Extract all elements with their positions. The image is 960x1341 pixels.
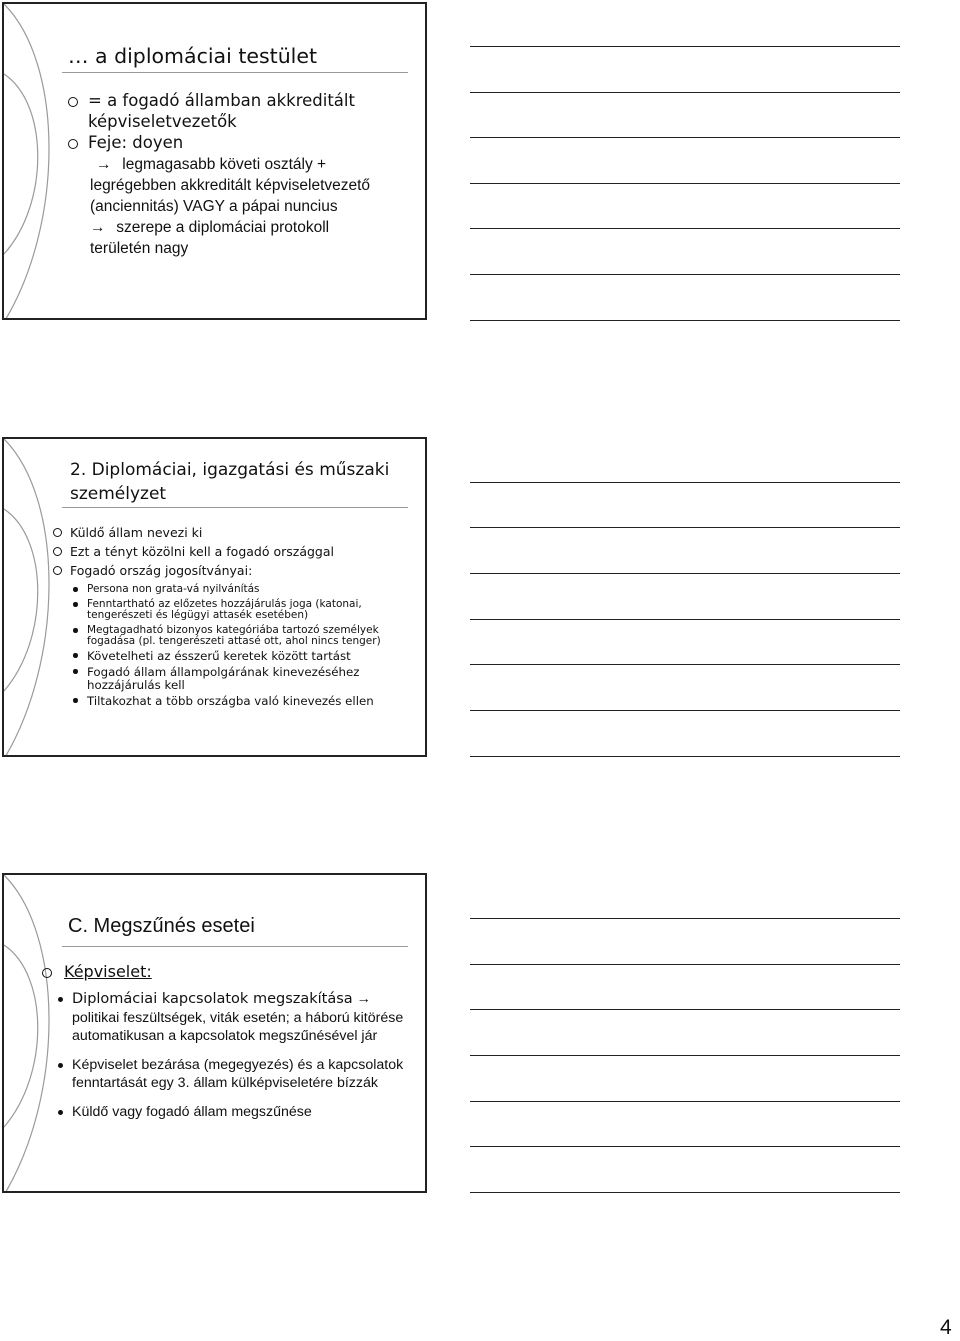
sub-bullet-text: politikai feszültségek, viták esetén; a háború kitörése automatikusan a kapcsolatok megszűnésével jár [72, 1009, 404, 1044]
dot-bullet-icon [73, 628, 78, 633]
dot-bullet-icon [73, 653, 78, 658]
sub-list-item [70, 666, 422, 692]
sub-bullet-text: Persona non grata-vá nyilvánítás [87, 583, 260, 595]
sub-bullet-text: Diplomáciai kapcsolatok megszakítása [72, 991, 353, 1007]
dot-bullet-icon [73, 669, 78, 674]
list-item [52, 523, 422, 542]
slide-title: 2. Diplomáciai, igazgatási és műszaki személyzet [70, 460, 390, 504]
circle-bullet-icon [42, 968, 52, 978]
dot-bullet-icon [73, 587, 78, 592]
sub-bullet-text: Fogadó állam állampolgárának kinevezéséhez hozzájárulás kell [87, 665, 360, 692]
title-divider [62, 946, 408, 947]
dot-bullet-icon [58, 1110, 63, 1115]
note-line [470, 573, 900, 574]
note-line [470, 228, 900, 229]
sub-bullet-text: Tiltakozhat a több országba való kinevezés ellen [87, 694, 374, 708]
sub-bullet-text: Megtagadható bizonyos kategóriába tartozó személyek fogadása (pl. tengerészeti attasé ott, ahol nincs tenger) [87, 624, 381, 647]
note-line [470, 1055, 900, 1056]
sub-list-item [70, 695, 422, 708]
note-line [470, 964, 900, 965]
note-line [470, 274, 900, 275]
list-item [40, 962, 420, 1121]
note-line [470, 1009, 900, 1010]
circle-bullet-icon [53, 528, 62, 537]
sub-list-item [70, 625, 422, 647]
dot-bullet-icon [73, 602, 78, 607]
dot-bullet-icon [58, 997, 63, 1002]
note-line [470, 527, 900, 528]
sub-bullet-text: Fenntartható az előzetes hozzájárulás joga (katonai, tengerészeti és légügyi attasék esetében) [87, 598, 362, 621]
bullet-list [40, 962, 420, 1131]
sub-line: legmagasabb követi osztály + [118, 156, 327, 173]
page-number: 4 [940, 1316, 952, 1339]
list-item [66, 132, 416, 153]
note-line [470, 137, 900, 138]
list-item [52, 542, 422, 561]
arrow-right-icon: → [96, 156, 112, 173]
sub-list-item [54, 990, 420, 1046]
sub-line: szerepe a diplomáciai protokoll [112, 219, 330, 236]
note-line [470, 46, 900, 47]
slide-1 [2, 2, 427, 320]
bullet-text: Fogadó ország jogosítványai: [70, 563, 253, 578]
note-line [470, 619, 900, 620]
circle-bullet-icon [53, 566, 62, 575]
bullet-text: Feje: doyen [88, 133, 184, 152]
list-item [52, 561, 422, 708]
list-item [66, 90, 416, 132]
title-divider [62, 72, 408, 73]
sub-line: legrégebben akkreditált képviseletvezető [90, 177, 371, 194]
note-line [470, 1101, 900, 1102]
note-line [470, 756, 900, 757]
slide-2 [2, 437, 427, 757]
sub-list-item [70, 599, 422, 621]
sub-line: területén nagy [90, 240, 189, 257]
sub-list-item [70, 584, 422, 595]
slide-title: C. Megszűnés esetei [68, 915, 255, 937]
bullet-list [66, 90, 416, 259]
note-line [470, 1146, 900, 1147]
sub-block [66, 154, 416, 259]
sub-line: (anciennitás) VAGY a pápai nuncius [90, 198, 338, 215]
bullet-text: Képviselet: [64, 962, 152, 981]
bullet-text: Ezt a tényt közölni kell a fogadó országgal [70, 544, 335, 559]
bullet-text: = a fogadó államban akkreditált képviseletvezetők [88, 91, 355, 131]
arrow-right-icon: → [356, 991, 371, 1007]
sub-text [66, 154, 416, 259]
bullet-list [52, 523, 422, 708]
circle-bullet-icon [68, 139, 78, 149]
circle-bullet-icon [68, 97, 78, 107]
dot-bullet-icon [58, 1063, 63, 1068]
slide-title: … a diplomáciai testület [68, 44, 318, 68]
sub-bullet-list [70, 584, 422, 708]
sub-bullet-text: Képviselet bezárása (megegyezés) és a kapcsolatok fenntartását egy 3. állam külképviseletére bízzák [72, 1056, 404, 1091]
sub-bullet-text: Követelheti az ésszerű keretek között tartást [87, 649, 351, 663]
note-line [470, 664, 900, 665]
note-line [470, 92, 900, 93]
slide-3 [2, 873, 427, 1193]
note-line [470, 710, 900, 711]
sub-list-item [54, 1103, 420, 1122]
note-line [470, 183, 900, 184]
sub-list-item [54, 1056, 420, 1093]
circle-bullet-icon [53, 547, 62, 556]
note-line [470, 320, 900, 321]
bullet-text: Küldő állam nevezi ki [70, 525, 203, 540]
sub-list-item [70, 650, 422, 663]
arrow-right-icon: → [90, 219, 106, 236]
title-divider [62, 507, 408, 508]
note-line [470, 918, 900, 919]
dot-bullet-icon [73, 698, 78, 703]
note-line [470, 482, 900, 483]
sub-bullet-text: Küldő vagy fogadó állam megszűnése [72, 1103, 312, 1120]
sub-bullet-list [54, 990, 420, 1121]
note-line [470, 1192, 900, 1193]
